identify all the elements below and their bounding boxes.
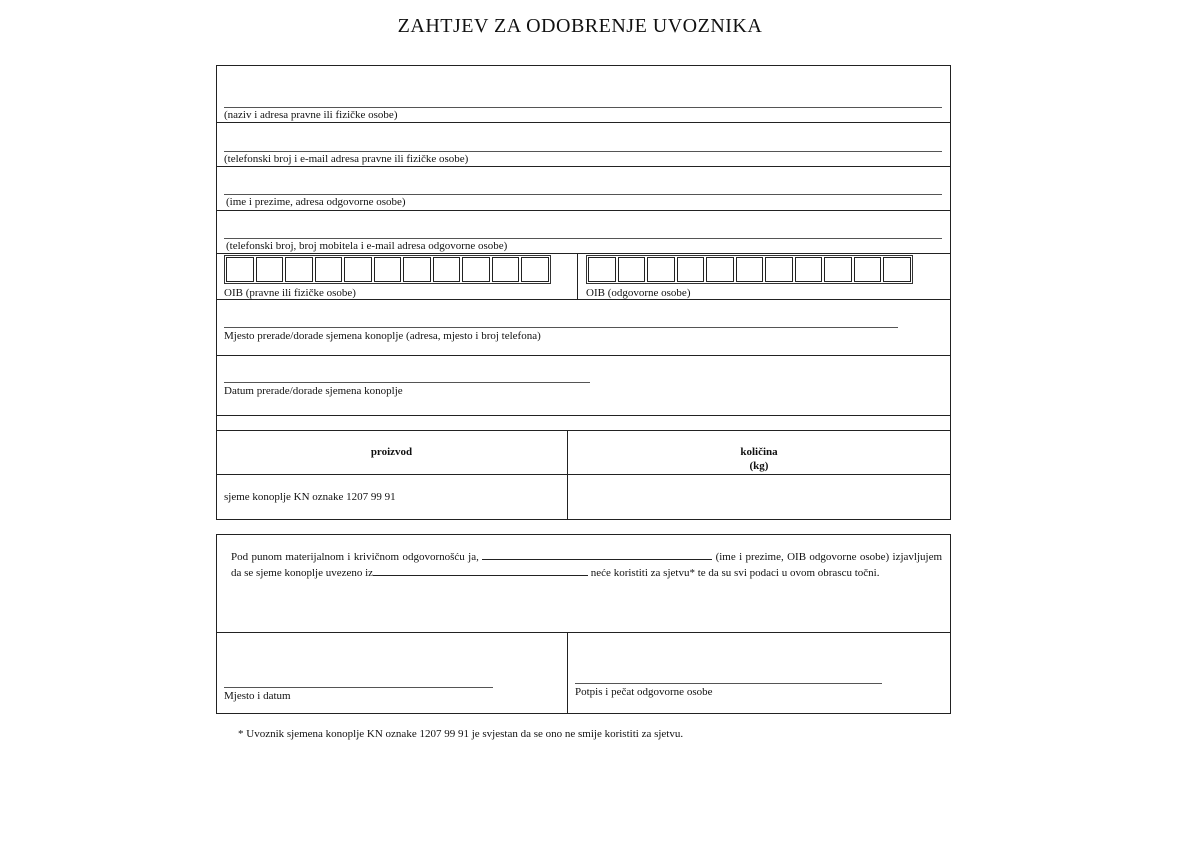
divider — [216, 430, 951, 431]
oib-pravne-label: OIB (pravne ili fizičke osobe) — [224, 287, 356, 299]
mjesto-prerade-input[interactable] — [224, 327, 898, 328]
divider — [216, 210, 951, 211]
divider — [216, 299, 951, 300]
ime-odgovorne-input[interactable] — [224, 194, 942, 195]
place-date-input[interactable] — [224, 687, 493, 688]
table-header-product: proizvod — [370, 446, 413, 458]
divider — [216, 474, 951, 475]
divider — [216, 122, 951, 123]
declaration-part1: Pod punom materijalnom i krivičnom odgovornošću ja, — [231, 551, 483, 563]
divider — [216, 632, 951, 633]
oib-odgovorne-label: OIB (odgovorne osobe) — [586, 287, 691, 299]
naziv-label: (naziv i adresa pravne ili fizičke osobe) — [224, 109, 398, 121]
mjesto-prerade-label: Mjesto prerade/dorade sjemena konoplje (adresa, mjesto i broj telefona) — [224, 330, 541, 342]
naziv-input[interactable] — [224, 107, 942, 108]
divider — [216, 253, 951, 254]
signature-label: Potpis i pečat odgovorne osobe — [575, 686, 713, 698]
telefon-pravne-input[interactable] — [224, 151, 942, 152]
divider — [216, 415, 951, 416]
divider — [216, 166, 951, 167]
telefon-odgovorne-input[interactable] — [224, 238, 942, 239]
country-blank[interactable] — [373, 565, 588, 576]
declaration-part2: (ime i prezime, OIB odgovorne osobe) izjavljujem da se sjeme konoplje uvezeno iz — [231, 551, 943, 579]
divider — [567, 430, 568, 519]
declaration-text — [231, 549, 942, 581]
name-oib-blank[interactable] — [482, 549, 712, 560]
divider — [216, 355, 951, 356]
table-header-unit: (kg) — [749, 460, 769, 472]
oib-odgovorne-input[interactable] — [586, 255, 913, 284]
divider — [577, 253, 578, 299]
page-title: ZAHTJEV ZA ODOBRENJE UVOZNIKA — [397, 15, 763, 37]
ime-odgovorne-label: (ime i prezime, adresa odgovorne osobe) — [226, 196, 406, 208]
declaration-part3: neće koristiti za sjetvu* te da su svi podaci u ovom obrascu točni. — [588, 567, 880, 579]
telefon-odgovorne-label: (telefonski broj, broj mobitela i e-mail adresa odgovorne osobe) — [226, 240, 508, 252]
footnote: * Uvoznik sjemena konoplje KN oznake 1207 99 91 je svjestan da se ono ne smije koristiti za sjetvu. — [238, 728, 684, 740]
signature-input[interactable] — [575, 683, 882, 684]
table-cell-product: sjeme konoplje KN oznake 1207 99 91 — [224, 491, 396, 503]
datum-prerade-input[interactable] — [224, 382, 590, 383]
quantity-input[interactable] — [570, 477, 948, 517]
table-header-quantity: količina — [740, 446, 778, 458]
telefon-pravne-label: (telefonski broj i e-mail adresa pravne ili fizičke osobe) — [224, 153, 469, 165]
datum-prerade-label: Datum prerade/dorade sjemena konoplje — [224, 385, 403, 397]
place-date-label: Mjesto i datum — [224, 690, 291, 702]
divider — [567, 632, 568, 714]
oib-pravne-input[interactable] — [224, 255, 551, 284]
